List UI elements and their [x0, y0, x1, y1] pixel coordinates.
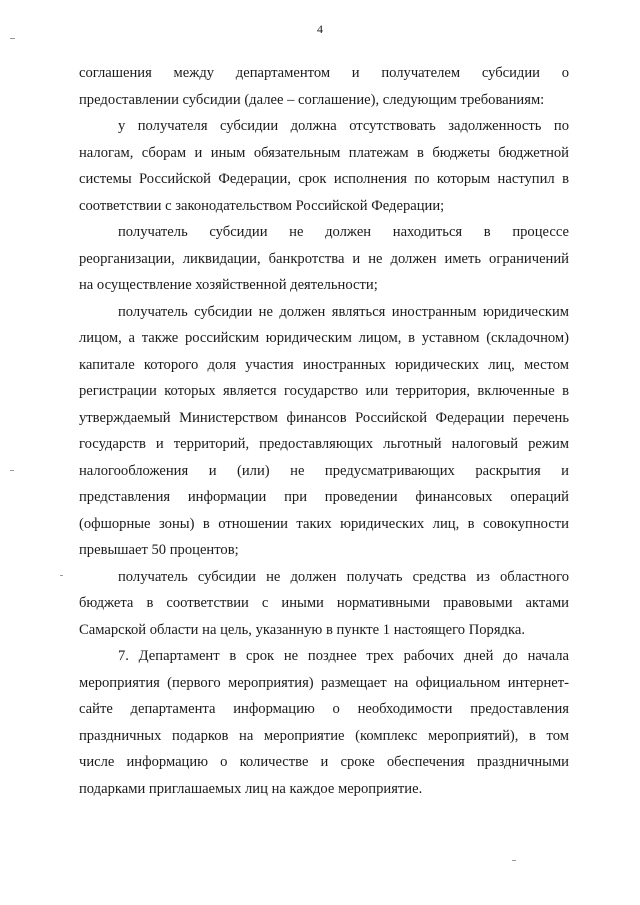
text-line: соглашения между департаментом и получателем субсидии о	[79, 65, 569, 81]
text-line: налогам, сборам и иным обязательным платежам в бюджеты бюджетной	[79, 144, 569, 161]
text-line: на осуществление хозяйственной деятельности;	[79, 277, 378, 293]
text-line: представления информации при проведении финансовых операций	[79, 489, 569, 505]
text-line: получатель субсидии не должен находиться в процессе	[118, 224, 569, 240]
paragraph-reorganization-requirement	[79, 219, 569, 299]
text-line: сайте департамента информацию о необходимости предоставления	[79, 701, 569, 717]
text-line: мероприятия (первого мероприятия) размещает на официальном интернет-	[79, 674, 569, 691]
text-line: подарками приглашаемых лиц на каждое мероприятие.	[79, 780, 423, 797]
text-line: числе информацию о количестве и сроке обеспечения праздничными	[79, 754, 569, 770]
text-line: государств и территорий, предоставляющих льготный налоговый режим	[79, 436, 569, 452]
text-line: системы Российской Федерации, срок исполнения по которым наступил в	[79, 171, 569, 187]
text-line: утверждаемый Министерством финансов Российской Федерации перечень	[79, 409, 569, 426]
paragraph-item-7	[79, 643, 569, 802]
scan-artifact	[512, 860, 516, 861]
paragraph-foreign-entity-requirement	[79, 299, 569, 564]
text-line: реорганизации, ликвидации, банкротства и не должен иметь ограничений	[79, 250, 569, 267]
text-line: Самарской области на цель, указанную в пункте 1 настоящего Порядка.	[79, 621, 525, 638]
text-line: регистрации которых является государство или территория, включенные в	[79, 383, 569, 399]
text-line: получатель субсидии не должен получать средства из областного	[118, 568, 569, 585]
text-line: (офшорные зоны) в отношении таких юридических лиц, в совокупности	[79, 515, 569, 532]
text-line: предоставлении субсидии (далее – соглашение), следующим требованиям:	[79, 91, 545, 108]
text-line: лицом, а также российским юридическим лицом, в уставном (складочном)	[79, 330, 569, 346]
text-line: праздничных подарков на мероприятие (комплекс мероприятий), в том	[79, 727, 569, 744]
paragraph-debt-requirement	[79, 113, 569, 219]
paragraph-intro	[79, 60, 569, 113]
text-line: получатель субсидии не должен являться иностранным юридическим	[118, 303, 569, 320]
scan-artifact	[10, 470, 14, 471]
scan-artifact	[10, 38, 15, 39]
text-line: соответствии с законодательством Российской Федерации;	[79, 197, 445, 214]
scan-artifact	[60, 575, 63, 576]
text-line: у получателя субсидии должна отсутствовать задолженность по	[118, 118, 569, 134]
page-number: 4	[317, 22, 323, 36]
text-line: бюджета в соответствии с иными нормативными правовыми актами	[79, 595, 569, 611]
document-body	[79, 60, 569, 802]
paragraph-regional-budget-requirement	[79, 564, 569, 644]
text-line: налогообложения и (или) не предусматривающих раскрытия и	[79, 462, 569, 479]
text-line: 7. Департамент в срок не позднее трех рабочих дней до начала	[118, 648, 569, 664]
text-line: превышает 50 процентов;	[79, 542, 239, 558]
text-line: капитале которого доля участия иностранных юридических лиц, местом	[79, 356, 569, 373]
